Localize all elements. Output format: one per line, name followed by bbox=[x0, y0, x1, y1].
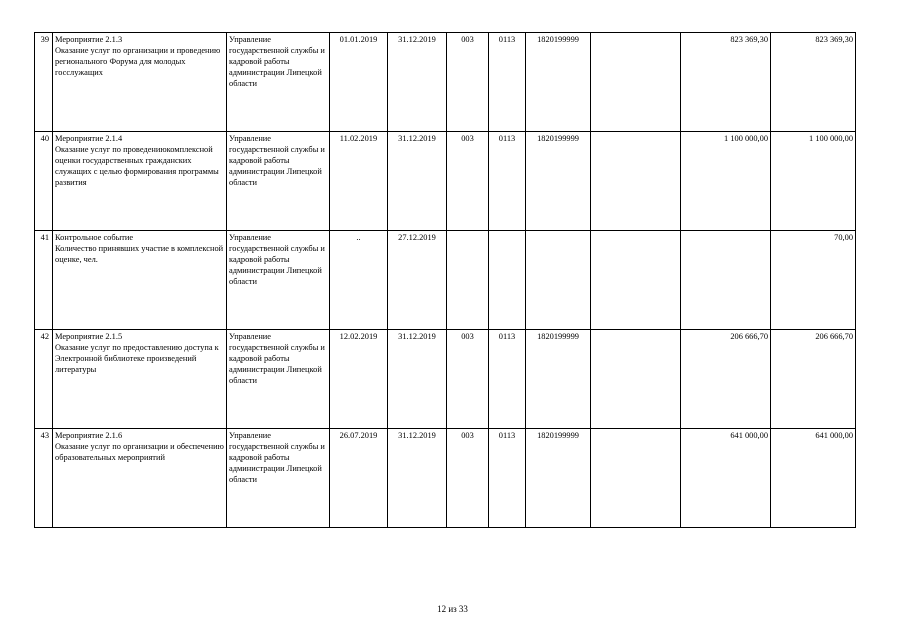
activity-cell bbox=[53, 231, 227, 330]
grbs-cell bbox=[447, 33, 489, 132]
start-date-cell bbox=[330, 33, 388, 132]
row-number: 40 bbox=[40, 134, 49, 143]
end-date-cell bbox=[388, 429, 447, 528]
rzpr-cell bbox=[489, 330, 526, 429]
csr-code: 1820199999 bbox=[537, 35, 579, 44]
total-value: 70,00 bbox=[834, 233, 853, 242]
rzpr-cell bbox=[489, 33, 526, 132]
start-date: 11.02.2019 bbox=[339, 134, 378, 143]
end-date-cell bbox=[388, 33, 447, 132]
row-number: 41 bbox=[40, 233, 49, 242]
executor-text: Управление государственной службы и кадровой работы администрации Липецкой области bbox=[229, 332, 325, 385]
executor-cell bbox=[227, 330, 330, 429]
end-date: 31.12.2019 bbox=[398, 431, 436, 440]
vr-cell bbox=[591, 132, 681, 231]
vr-cell bbox=[591, 429, 681, 528]
start-date: 12.02.2019 bbox=[339, 332, 378, 341]
activity-title: Мероприятие 2.1.5 bbox=[55, 332, 123, 341]
end-date-cell bbox=[388, 132, 447, 231]
end-date-cell bbox=[388, 330, 447, 429]
start-date: .. bbox=[356, 233, 361, 242]
grbs-cell bbox=[447, 429, 489, 528]
executor-text: Управление государственной службы и кадровой работы администрации Липецкой области bbox=[229, 134, 325, 187]
executor-cell bbox=[227, 132, 330, 231]
grbs-cell bbox=[447, 231, 489, 330]
activity-description: Оказание услуг по организации и проведению регионального Форума для молодых госслужащих bbox=[55, 46, 221, 77]
start-date: 01.01.2019 bbox=[339, 35, 378, 44]
total-cell bbox=[771, 429, 856, 528]
executor-cell bbox=[227, 231, 330, 330]
amount-cell bbox=[681, 429, 771, 528]
csr-code: 1820199999 bbox=[537, 332, 579, 341]
amount-value: 1 100 000,00 bbox=[724, 134, 768, 143]
grbs-cell bbox=[447, 132, 489, 231]
row-number-cell bbox=[35, 330, 53, 429]
csr-cell bbox=[526, 132, 591, 231]
total-cell bbox=[771, 231, 856, 330]
amount-value: 641 000,00 bbox=[730, 431, 768, 440]
rzpr-code: 0113 bbox=[498, 332, 516, 341]
activity-description: Количество принявших участие в комплексной оценке, чел. bbox=[55, 244, 224, 264]
end-date: 31.12.2019 bbox=[398, 134, 436, 143]
total-value: 641 000,00 bbox=[815, 431, 853, 440]
amount-cell bbox=[681, 33, 771, 132]
amount-cell bbox=[681, 231, 771, 330]
grbs-code: 003 bbox=[461, 332, 474, 341]
end-date: 27.12.2019 bbox=[398, 233, 436, 242]
total-value: 823 369,30 bbox=[815, 35, 853, 44]
row-number-cell bbox=[35, 33, 53, 132]
rzpr-cell bbox=[489, 231, 526, 330]
csr-cell bbox=[526, 231, 591, 330]
activity-title: Мероприятие 2.1.3 bbox=[55, 35, 123, 44]
grbs-code: 003 bbox=[461, 134, 474, 143]
page-number: 12 из 33 bbox=[437, 604, 468, 614]
row-number-cell bbox=[35, 231, 53, 330]
grbs-cell bbox=[447, 330, 489, 429]
amount-value: 206 666,70 bbox=[730, 332, 768, 341]
activity-title: Мероприятие 2.1.4 bbox=[55, 134, 123, 143]
rzpr-cell bbox=[489, 132, 526, 231]
rzpr-cell bbox=[489, 429, 526, 528]
csr-cell bbox=[526, 330, 591, 429]
total-cell bbox=[771, 132, 856, 231]
executor-cell bbox=[227, 429, 330, 528]
csr-cell bbox=[526, 33, 591, 132]
total-cell bbox=[771, 330, 856, 429]
table-row bbox=[35, 33, 856, 132]
activity-cell bbox=[53, 33, 227, 132]
table-row bbox=[35, 231, 856, 330]
amount-cell bbox=[681, 330, 771, 429]
csr-code: 1820199999 bbox=[537, 431, 579, 440]
start-date-cell bbox=[330, 132, 388, 231]
start-date: 26.07.2019 bbox=[339, 431, 378, 440]
grbs-code: 003 bbox=[461, 431, 474, 440]
rzpr-code: 0113 bbox=[498, 431, 516, 440]
start-date-cell bbox=[330, 429, 388, 528]
total-cell bbox=[771, 33, 856, 132]
rzpr-code: 0113 bbox=[498, 35, 516, 44]
activity-title: Контрольное событие bbox=[55, 233, 134, 242]
executor-cell bbox=[227, 33, 330, 132]
rzpr-code: 0113 bbox=[498, 134, 516, 143]
table-row bbox=[35, 132, 856, 231]
end-date-cell bbox=[388, 231, 447, 330]
start-date-cell bbox=[330, 330, 388, 429]
table-row bbox=[35, 330, 856, 429]
executor-text: Управление государственной службы и кадровой работы администрации Липецкой области bbox=[229, 233, 325, 286]
activity-title: Мероприятие 2.1.6 bbox=[55, 431, 123, 440]
vr-cell bbox=[591, 231, 681, 330]
vr-cell bbox=[591, 330, 681, 429]
activity-description: Оказание услуг по проведениюкомплексной оценки государственных гражданских служащих с целью формирования программы развития bbox=[55, 145, 219, 187]
activity-cell bbox=[53, 330, 227, 429]
row-number-cell bbox=[35, 429, 53, 528]
csr-code: 1820199999 bbox=[537, 134, 579, 143]
end-date: 31.12.2019 bbox=[398, 35, 436, 44]
total-value: 206 666,70 bbox=[815, 332, 853, 341]
amount-value: 823 369,30 bbox=[730, 35, 768, 44]
amount-cell bbox=[681, 132, 771, 231]
start-date-cell bbox=[330, 231, 388, 330]
row-number: 39 bbox=[40, 35, 49, 44]
row-number: 42 bbox=[40, 332, 49, 341]
grbs-code: 003 bbox=[461, 35, 474, 44]
executor-text: Управление государственной службы и кадровой работы администрации Липецкой области bbox=[229, 35, 325, 88]
row-number-cell bbox=[35, 132, 53, 231]
activity-description: Оказание услуг по организации и обеспечению образовательных мероприятий bbox=[55, 442, 224, 462]
row-number: 43 bbox=[40, 431, 49, 440]
end-date: 31.12.2019 bbox=[398, 332, 436, 341]
vr-cell bbox=[591, 33, 681, 132]
activity-cell bbox=[53, 429, 227, 528]
budget-table bbox=[34, 32, 856, 528]
activity-cell bbox=[53, 132, 227, 231]
executor-text: Управление государственной службы и кадровой работы администрации Липецкой области bbox=[229, 431, 325, 484]
table-row bbox=[35, 429, 856, 528]
total-value: 1 100 000,00 bbox=[809, 134, 853, 143]
csr-cell bbox=[526, 429, 591, 528]
activity-description: Оказание услуг по предоставлению доступа к Электронной библиотеке произведений литературы bbox=[55, 343, 219, 374]
